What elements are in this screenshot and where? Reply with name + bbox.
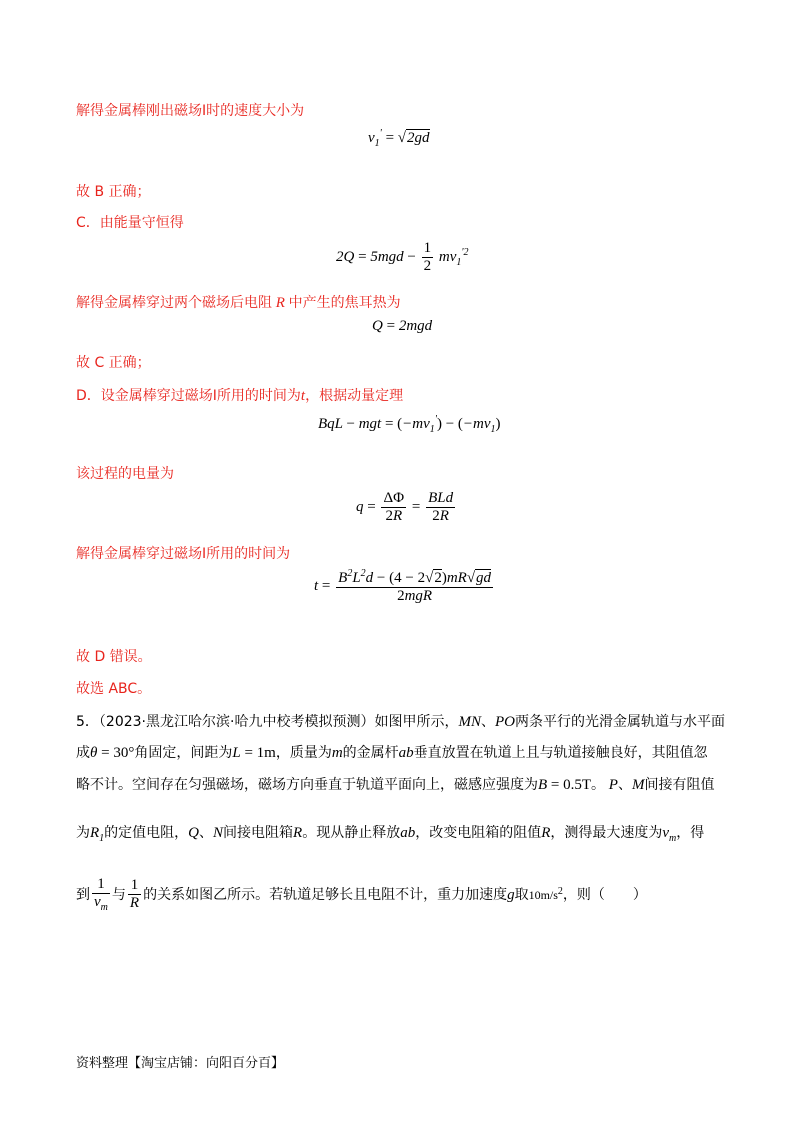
solution-line: D．设金属棒穿过磁场Ⅰ所用的时间为t，根据动量定理	[76, 388, 404, 404]
equation-heat: Q = 2mgd	[372, 318, 433, 334]
question-line: 5．（2023·黑龙江哈尔滨·哈九中校考模拟预测）如图甲所示，MN、PO两条平行的光滑金属轨道与水平面	[76, 714, 725, 730]
solution-line: 故选 ABC。	[76, 681, 152, 697]
solution-line: 故 B 正确；	[76, 184, 151, 200]
equation-charge: q = $\frac{\Delta\Phi}{2R}$ = $\frac{\text{BLd}}{2R}$	[356, 490, 454, 525]
solution-line: 该过程的电量为	[76, 466, 174, 482]
question-line: 成θ = 30°角固定，间距为L = 1m，质量为m的金属杆ab垂直放置在轨道上且与轨道接触良好，其阻值忽	[76, 745, 708, 761]
solution-line: 故 C 正确；	[76, 355, 151, 371]
equation-v1: $v_1' = √2gd$	[368, 128, 430, 149]
solution-line: 解得金属棒刚出磁场Ⅰ时的速度大小为	[76, 103, 305, 119]
solution-line: C．由能量守恒得	[76, 215, 184, 231]
question-line: 到 $\frac{1}{v_m}$ 与 $\frac{1}{R}$ 的关系如图乙所示。若轨道足够长且电阻不计，重力加速度g取$10m/s^2$，则（ ）	[76, 876, 647, 914]
solution-line: 故 D 错误。	[76, 649, 152, 665]
page-footer: 资料整理【淘宝店铺：向阳百分百】	[76, 1056, 285, 1071]
equation-energy: 2Q = 5mgd − $\frac{1}{2}$ $mv_1^{'2}$	[336, 240, 469, 275]
equation-momentum: BqL − mgt = $(-mv_1') - (-mv_1)$	[318, 414, 501, 435]
equation-time: t = $\frac{B^2L^2d - (4 - 2√2)mR√gd}{\text{2mgR}}$	[314, 568, 492, 605]
question-line: 为$R_1$的定值电阻，Q、N间接电阻箱R。现从静止释放ab，改变电阻箱的阻值R，测得最大速度为$v_m$，得	[76, 825, 705, 844]
solution-line: 解得金属棒穿过两个磁场后电阻 R 中产生的焦耳热为	[76, 295, 401, 311]
question-line: 略不计。空间存在匀强磁场，磁场方向垂直于轨道平面向上，磁感应强度为B = 0.5T。 P、M间接有阻值	[76, 777, 715, 793]
solution-line: 解得金属棒穿过磁场Ⅰ所用的时间为	[76, 546, 291, 562]
